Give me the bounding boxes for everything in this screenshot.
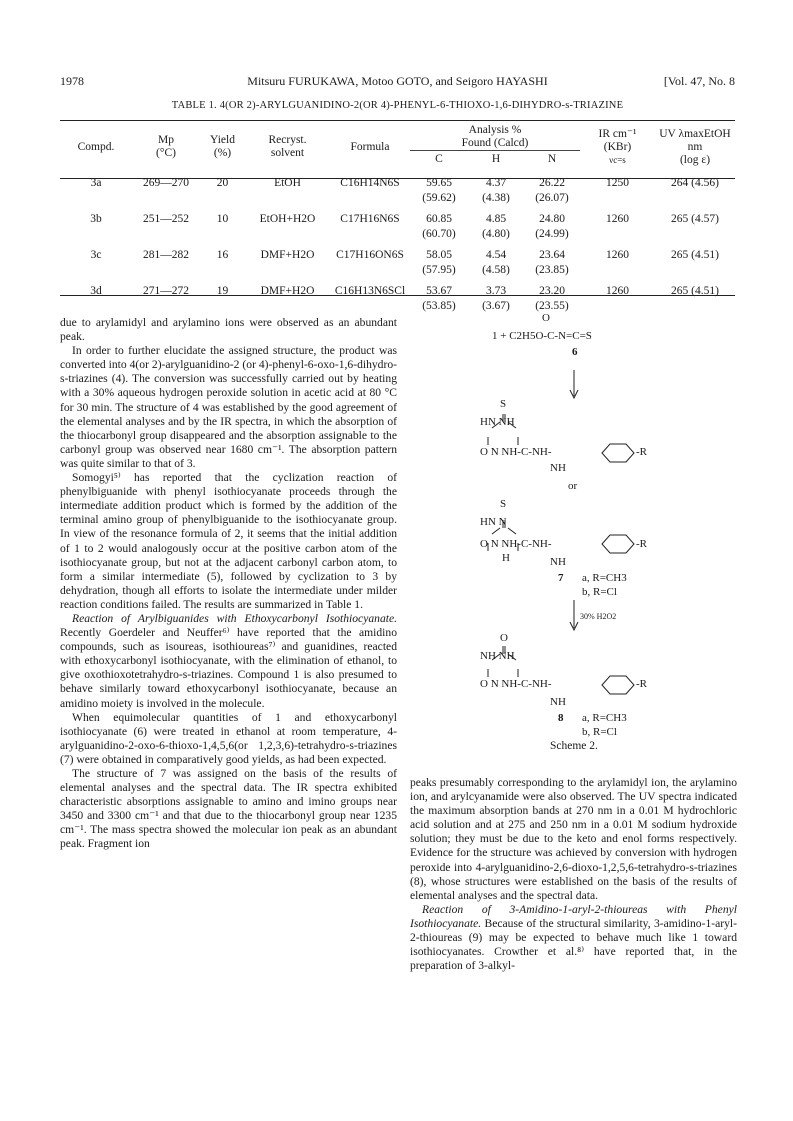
yield-cell: 20 bbox=[216, 177, 229, 189]
yield-cell: 16 bbox=[216, 249, 229, 261]
thioxo-s-2: S bbox=[500, 498, 507, 510]
c-cell: 58.05 (57.95) bbox=[422, 249, 456, 276]
h-cell: 4.54 (4.58) bbox=[482, 249, 510, 276]
col-yield: Yield (%) bbox=[210, 134, 235, 159]
formula-cell: C17H16ON6S bbox=[336, 249, 404, 261]
c-cell: 60.85 (60.70) bbox=[422, 213, 456, 240]
table-row bbox=[60, 242, 735, 278]
scheme-drawing bbox=[410, 310, 737, 770]
table-top-rule bbox=[60, 120, 735, 121]
table-row bbox=[60, 278, 735, 314]
c-cell: 53.67 (53.85) bbox=[422, 285, 456, 312]
reagent-h2o2: 30% H2O2 bbox=[580, 612, 617, 621]
yield-cell: 10 bbox=[216, 213, 229, 225]
r-group-1: -R bbox=[636, 446, 647, 458]
mp-cell: 271—272 bbox=[143, 285, 189, 297]
ir-cell: 1260 bbox=[606, 213, 629, 225]
n-cell: 23.64 (23.85) bbox=[535, 249, 569, 276]
ring-hn-nh: HN NH bbox=[480, 416, 515, 428]
right-text-column bbox=[410, 776, 737, 973]
n-cell: 23.20 (23.55) bbox=[535, 285, 569, 312]
uv-cell: 265 (4.51) bbox=[671, 249, 719, 261]
mp-cell: 281—282 bbox=[143, 249, 189, 261]
ring-hn-n: HN N bbox=[480, 516, 507, 528]
compound-8a: a, R=CH3 bbox=[582, 712, 627, 724]
left-text-column bbox=[60, 316, 397, 852]
compound-8b: b, R=Cl bbox=[582, 726, 617, 738]
uv-cell: 264 (4.56) bbox=[671, 177, 719, 189]
scheme-caption: Scheme 2. bbox=[550, 740, 598, 752]
formula-cell: C17H16N6S bbox=[340, 213, 400, 225]
h-cell: 4.85 (4.80) bbox=[482, 213, 510, 240]
chain-3: O N NH-C-NH- bbox=[480, 678, 552, 690]
compound-8-label: 8 bbox=[558, 712, 564, 724]
solvent-cell: EtOH bbox=[274, 177, 301, 189]
ir-cell: 1260 bbox=[606, 249, 629, 261]
compd-cell: 3a bbox=[90, 177, 102, 189]
col-recryst: Recryst. solvent bbox=[268, 134, 307, 159]
h-cell: 3.73 (3.67) bbox=[482, 285, 510, 312]
page-number: 1978 bbox=[60, 74, 84, 88]
mp-cell: 251—252 bbox=[143, 213, 189, 225]
ring-nh-nh: NH NH bbox=[480, 650, 515, 662]
mp-cell: 269—270 bbox=[143, 177, 189, 189]
solvent-cell: EtOH+H2O bbox=[259, 213, 316, 225]
n-cell: 26.22 (26.07) bbox=[535, 177, 569, 204]
oxo-o: O bbox=[500, 632, 508, 644]
chain-1: O N NH-C-NH- bbox=[480, 446, 552, 458]
ir-cell: 1260 bbox=[606, 285, 629, 297]
paragraph: due to arylamidyl and arylamino ions were observed as an abundant peak. bbox=[60, 316, 397, 344]
solvent-cell: DMF+H2O bbox=[260, 285, 315, 297]
uv-cell: 265 (4.51) bbox=[671, 285, 719, 297]
section-heading: Reaction of 3-Amidino-1-aryl-2-thioureas with Phenyl Isothiocyanate. bbox=[410, 902, 737, 930]
compound-7-label: 7 bbox=[558, 572, 564, 584]
table-caption: TABLE 1. 4(OR 2)-ARYLGUANIDINO-2(OR 4)-PHENYL-6-THIOXO-1,6-DIHYDRO-s-TRIAZINE bbox=[171, 100, 624, 111]
col-uv: UV λmaxEtOH nm (log ε) bbox=[659, 127, 731, 166]
reagent-number: 6 bbox=[572, 346, 578, 358]
ir-cell: 1250 bbox=[606, 177, 629, 189]
paragraph: Somogyi⁵⁾ has reported that the cyclization reaction of phenylbiguanide with phenyl isothiocyanate proceeds through the intermediate addition product which is formed by the addition of the terminal amino group of phenylbiguanide to the isothiocyanate group. In view of the resonance formula of 2, it seems that the initial addition of 1 to 2 would analogously occur at the positive carbon atom of the isothiocyanate group, but not at the adjacent carbonyl carbon atom, to form a similar intermediate (5), followed by cyclization to 3 by dehydration, though all efforts to isolate the intermediate under milder reaction conditions failed. The results are summarized in Table 1. bbox=[60, 471, 397, 611]
col-formula: Formula bbox=[350, 140, 390, 153]
h-cell: 4.37 (4.38) bbox=[482, 177, 510, 204]
running-header bbox=[60, 74, 735, 90]
section-heading: Reaction of Arylbiguanides with Ethoxycarbonyl Isothiocyanate. bbox=[72, 611, 397, 625]
paragraph: Reaction of 3-Amidino-1-aryl-2-thioureas with Phenyl Isothiocyanate. Because of the structural similarity, 3-amidino-1-aryl-2-thioureas (9) may be expected to behave much like 1 toward isothiocyanates. Crowther et al.⁸⁾ have reported that, in the preparation of 3-alkyl- bbox=[410, 902, 737, 973]
compd-cell: 3c bbox=[90, 249, 102, 261]
n-cell: 24.80 (24.99) bbox=[535, 213, 569, 240]
paragraph: When equimolecular quantities of 1 and ethoxycarbonyl isothiocyanate (6) were treated in ethanol at room temperature, 4-arylguanidino-2-oxo-6-thioxo-1,4,5,6(or 1,2,3,6)-tetrahydro-s-triazines (7) were obtained in comparatively good yields, as had been expected. bbox=[60, 710, 397, 766]
ring-h: H bbox=[502, 552, 510, 564]
chain-2: O N NH-C-NH- bbox=[480, 538, 552, 550]
yield-cell: 19 bbox=[216, 285, 229, 297]
compd-cell: 3b bbox=[90, 213, 102, 225]
reagent-oxygen: O bbox=[542, 312, 550, 324]
col-mp: Mp (°C) bbox=[156, 134, 176, 159]
thioxo-s: S bbox=[500, 398, 507, 410]
compound-7a: a, R=CH3 bbox=[582, 572, 627, 584]
imino-2: NH bbox=[550, 556, 566, 568]
compd-cell: 3d bbox=[90, 285, 102, 297]
imino-1: NH bbox=[550, 462, 566, 474]
col-h: H bbox=[468, 151, 524, 167]
uv-cell: 265 (4.57) bbox=[671, 213, 719, 225]
paragraph: The structure of 7 was assigned on the basis of the results of elemental analyses and the spectral data. The IR spectra exhibited characteristic absorptions assignable to amino and imino groups near 3450 and 3300 cm⁻¹ and that due to the thiocarbonyl group near 1235 cm⁻¹. The mass spectra showed the molecular ion peak as an abundant peak. Fragment ion bbox=[60, 767, 397, 851]
data-table bbox=[60, 124, 735, 314]
paragraph: peaks presumably corresponding to the arylamidyl ion, the arylamino ion, and arylcyanamide were also observed. The UV spectra indicated the maximum absorption bands at 270 nm in a 0.01 M hydrochloric acid solution and at 275 and 250 nm in a 0.01 M sodium hydroxide solution; they must be due to the keto and enol forms respectively. Evidence for the structure was achieved by conversion with hydrogen peroxide into 4-arylguanidino-2,6-dioxo-1,2,5,6-tetrahydro-s-triazines (8), whose structures were established on the basis of the results of elemental analyses and the spectral data. bbox=[410, 776, 737, 902]
col-analysis: Analysis % Found (Calcd) bbox=[461, 124, 529, 149]
reagent-equation: 1 + C2H5O-C-N=C=S bbox=[492, 330, 592, 342]
scheme-2 bbox=[410, 310, 737, 770]
compound-7b: b, R=Cl bbox=[582, 586, 617, 598]
solvent-cell: DMF+H2O bbox=[260, 249, 315, 261]
table-row bbox=[60, 206, 735, 242]
table-row bbox=[60, 170, 735, 206]
authors: Mitsuru FURUKAWA, Motoo GOTO, and Seigoro HAYASHI bbox=[247, 74, 548, 88]
col-ir: IR cm⁻¹ (KBr) νc=s bbox=[598, 127, 637, 165]
imino-3: NH bbox=[550, 696, 566, 708]
or-label: or bbox=[568, 480, 578, 492]
paragraph: Reaction of Arylbiguanides with Ethoxycarbonyl Isothiocyanate. Recently Goerdeler and Neuffer⁶⁾ have reported that the amidino compounds, such as isoureas, isothioureas⁷⁾ and guanidines, reacted with ethoxycarbonyl isothiocyanate, with the elimination of ethanol, to give oxothioxotetrahydro-s-triazines. Compound 1 is also presumed to behave similarly toward ethoxycarbonyl isothiocyanate, because an amidino moiety is involved in the molecule. bbox=[60, 611, 397, 710]
r-group-3: -R bbox=[636, 678, 647, 690]
r-group-2: -R bbox=[636, 538, 647, 550]
col-n: N bbox=[524, 151, 580, 167]
volume-info: [Vol. 47, No. 8 bbox=[663, 74, 735, 88]
col-compd: Compd. bbox=[77, 140, 115, 153]
formula-cell: C16H14N6S bbox=[340, 177, 400, 189]
c-cell: 59.65 (59.62) bbox=[422, 177, 456, 204]
paragraph: In order to further elucidate the assigned structure, the product was converted into 4(or 2)-arylguanidino-2 (or 4)-phenyl-6-oxo-1,6-dihydro-s-triazines (4). The conversion was successfully carried out by heating with a 30% aqueous hydrogen peroxide solution in acetic acid at 80 °C for 30 min. The structure of 4 was established by the good agreement of the elemental analyses and by the IR spectra, in which the absorption of the thiocarbonyl group disappeared and the absorption assignable to the carbonyl group was observed near 1680 cm⁻¹. The absorption pattern was quite similar to that of 3. bbox=[60, 344, 397, 470]
col-c: C bbox=[410, 151, 468, 167]
formula-cell: C16H13N6SCl bbox=[334, 285, 406, 297]
